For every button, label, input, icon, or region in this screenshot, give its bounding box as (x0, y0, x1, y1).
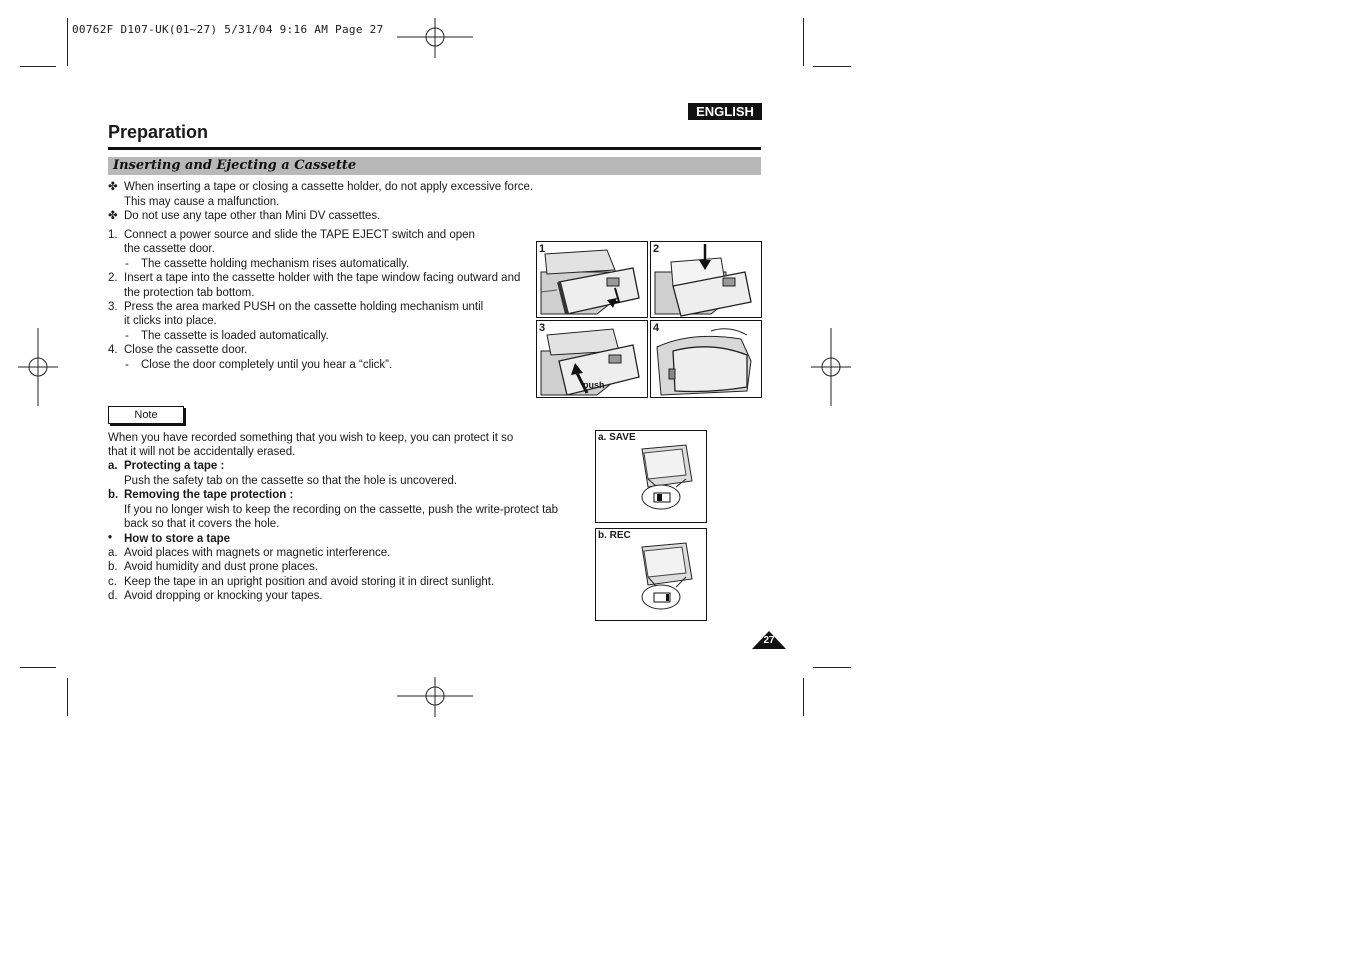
figure-number: 3 (539, 322, 546, 334)
note-item-label: a. (108, 460, 118, 472)
step-2-illustration (650, 241, 762, 318)
camcorder-closed-icon (651, 321, 761, 397)
step-text: Insert a tape into the cassette holder with the tape window facing outward and (124, 272, 521, 284)
crop-mark (813, 667, 851, 668)
figure-number: 4 (653, 322, 660, 334)
note-text: that it will not be accidentally erased. (108, 446, 296, 458)
crop-mark (20, 66, 56, 67)
figure-number: 1 (539, 243, 546, 255)
crop-mark (813, 66, 851, 67)
note-item-title: How to store a tape (124, 533, 231, 545)
language-badge: ENGLISH (688, 103, 762, 120)
step-number: 4. (108, 344, 118, 356)
note-text: back so that it covers the hole. (124, 518, 280, 530)
step-3-illustration (536, 320, 648, 398)
step-text: Press the area marked PUSH on the cassette holding mechanism until (124, 301, 484, 313)
crop-mark (67, 18, 68, 66)
registration-mark-icon (397, 18, 473, 58)
step-text: Close the cassette door. (124, 344, 248, 356)
step-text: Connect a power source and slide the TAPE EJECT switch and open (124, 229, 475, 241)
caution-line: Do not use any tape other than Mini DV cassettes. (124, 210, 381, 222)
caution-line: When inserting a tape or closing a cassette holder, do not apply excessive force. (124, 181, 534, 193)
step-sub-text: The cassette holding mechanism rises automatically. (141, 258, 410, 270)
save-tab-illustration (595, 430, 707, 523)
note-label: Note (108, 406, 184, 424)
list-item: Keep the tape in an upright position and avoid storing it in direct sunlight. (124, 576, 495, 588)
cassette-save-icon (596, 431, 706, 522)
caution-bullet-icon: ✤ (108, 210, 118, 222)
cassette-rec-icon (596, 529, 706, 620)
step-sub-dash: - (125, 359, 129, 371)
print-header: 00762F D107-UK(01~27) 5/31/04 9:16 AM Page 27 (72, 23, 384, 36)
list-item: Avoid dropping or knocking your tapes. (124, 590, 323, 602)
step-text: the cassette door. (124, 243, 215, 255)
step-sub-dash: - (125, 258, 129, 270)
registration-mark-icon (811, 328, 851, 406)
step-sub-text: Close the door completely until you hear a “click”. (141, 359, 393, 371)
step-sub-dash: - (125, 330, 129, 342)
step-1-illustration (536, 241, 648, 318)
registration-mark-icon (397, 677, 473, 717)
caution-bullet-icon: ✤ (108, 181, 118, 193)
step-text: it clicks into place. (124, 315, 217, 327)
step-sub-text: The cassette is loaded automatically. (141, 330, 329, 342)
bullet-icon: • (108, 532, 113, 544)
step-number: 1. (108, 229, 118, 241)
step-number: 3. (108, 301, 118, 313)
rec-tab-illustration (595, 528, 707, 621)
push-caption: push (583, 380, 605, 390)
list-item-label: b. (108, 561, 118, 573)
tab-figure-label: b. REC (598, 530, 631, 541)
note-item-label: b. (108, 489, 119, 501)
section-title: Inserting and Ejecting a Cassette (113, 158, 357, 173)
note-text: When you have recorded something that you wish to keep, you can protect it so (108, 432, 514, 444)
step-4-illustration (650, 320, 762, 398)
list-item: Avoid places with magnets or magnetic interference. (124, 547, 391, 559)
list-item-label: a. (108, 547, 118, 559)
page-number: 27 (763, 635, 775, 646)
caution-line: This may cause a malfunction. (124, 196, 280, 208)
note-item-title: Protecting a tape : (124, 460, 225, 472)
crop-mark (20, 667, 56, 668)
section-header (108, 157, 761, 175)
page-number-badge (752, 630, 786, 650)
list-item-label: d. (108, 590, 118, 602)
figure-number: 2 (653, 243, 660, 255)
tab-figure-label: a. SAVE (598, 432, 636, 443)
note-text: Push the safety tab on the cassette so that the hole is uncovered. (124, 475, 458, 487)
list-item: Avoid humidity and dust prone places. (124, 561, 319, 573)
step-text: the protection tab bottom. (124, 287, 255, 299)
step-number: 2. (108, 272, 118, 284)
crop-mark (67, 678, 68, 716)
note-text: If you no longer wish to keep the recording on the cassette, push the write-protect tab (124, 504, 559, 516)
title-rule (108, 147, 761, 150)
page-title: Preparation (108, 122, 209, 142)
registration-mark-icon (18, 328, 58, 406)
tape-insert-icon (651, 242, 761, 317)
list-item-label: c. (108, 576, 117, 588)
camcorder-open-door-icon (537, 242, 647, 317)
crop-mark (803, 678, 804, 716)
note-item-title: Removing the tape protection : (124, 489, 294, 501)
crop-mark (803, 18, 804, 66)
